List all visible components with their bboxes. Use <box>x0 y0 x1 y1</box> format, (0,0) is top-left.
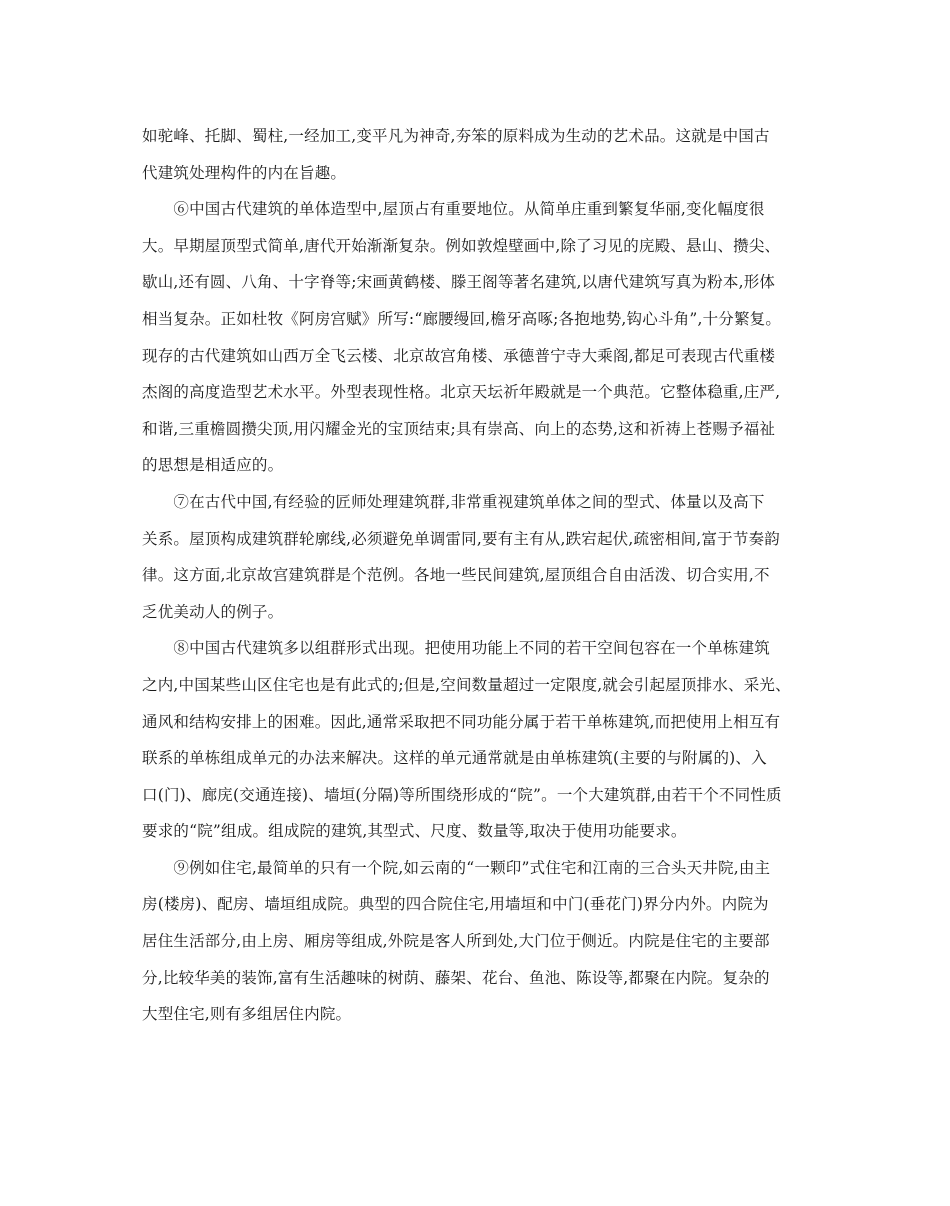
text-line: 通风和结构安排上的困难。因此,通常采取把不同功能分属于若干单栋建筑,而把使用上相互有 <box>142 712 781 731</box>
text-line: 居住生活部分,由上房、厢房等组成,外院是客人所到处,大门位于侧近。内院是住宅的主要部 <box>142 932 770 951</box>
text-line: 之内,中国某些山区住宅也是有此式的;但是,空间数量超过一定限度,就会引起屋顶排水、采光、 <box>142 675 791 694</box>
text-line: 关系。屋顶构成建筑群轮廓线,必须避免单调雷同,要有主有从,跌宕起伏,疏密相间,富于节奏韵 <box>142 529 780 548</box>
body-text <box>142 118 810 1033</box>
text-line: 口(门)、廊庑(交通连接)、墙垣(分隔)等所围绕形成的“院”。一个大建筑群,由若干个不同性质 <box>142 785 782 804</box>
text-line: 要求的“院”组成。组成院的建筑,其型式、尺度、数量等,取决于使用功能要求。 <box>142 822 687 841</box>
text-line: 如驼峰、托脚、蜀柱,一经加工,变平凡为神奇,夯笨的原料成为生动的艺术品。这就是中国古 <box>142 127 770 145</box>
text-line: 歇山,还有圆、八角、十字脊等;宋画黄鹤楼、滕王阁等著名建筑,以唐代建筑写真为粉本,形体 <box>142 273 776 292</box>
text-line: ⑨例如住宅,最简单的只有一个院,如云南的“一颗印”式住宅和江南的三合头天井院,由主 <box>142 858 771 877</box>
text-line: 大型住宅,则有多组居住内院。 <box>142 1005 352 1024</box>
text-line: 律。这方面,北京故宫建筑群是个范例。各地一些民间建筑,屋顶组合自由活泼、切合实用,不 <box>142 566 770 585</box>
text-line: 联系的单栋组成单元的办法来解决。这样的单元通常就是由单栋建筑(主要的与附属的)、入 <box>142 749 767 768</box>
text-line: 代建筑处理构件的内在旨趣。 <box>142 163 347 182</box>
text-line: 房(楼房)、配房、墙垣组成院。典型的四合院住宅,用墙垣和中门(垂花门)界分内外。内院为 <box>142 895 769 914</box>
text-line: 现存的古代建筑如山西万全飞云楼、北京故宫角楼、承德普宁寺大乘阁,都足可表现古代重楼 <box>142 346 776 365</box>
text-line: ⑧中国古代建筑多以组群形式出现。把使用功能上不同的若干空间包容在一个单栋建筑 <box>142 639 771 658</box>
text-line: 的思想是相适应的。 <box>142 456 284 475</box>
text-line: 相当复杂。正如杜牧《阿房宫赋》所写:“廊腰缦回,檐牙高啄;各抱地势,钩心斗角”,十分繁复。 <box>142 309 782 328</box>
text-line: 杰阁的高度造型艺术水平。外型表现性格。北京天坛祈年殿就是一个典范。它整体稳重,庄严, <box>142 383 781 402</box>
text-line: 和谐,三重檐圆攒尖顶,用闪耀金光的宝顶结束;具有崇高、向上的态势,这和祈祷上苍赐予福祉 <box>142 419 776 438</box>
text-line: ⑥中国古代建筑的单体造型中,屋顶占有重要地位。从简单庄重到繁复华丽,变化幅度很 <box>142 200 765 219</box>
text-line: ⑦在古代中国,有经验的匠师处理建筑群,非常重视建筑单体之间的型式、体量以及高下 <box>142 492 765 511</box>
text-line: 乏优美动人的例子。 <box>142 602 284 621</box>
text-line: 分,比较华美的装饰,富有生活趣味的树荫、藤架、花台、鱼池、陈设等,都聚在内院。复杂的 <box>142 968 770 987</box>
text-line: 大。早期屋顶型式简单,唐代开始渐渐复杂。例如敦煌壁画中,除了习见的庑殿、悬山、攒尖、 <box>142 236 781 255</box>
